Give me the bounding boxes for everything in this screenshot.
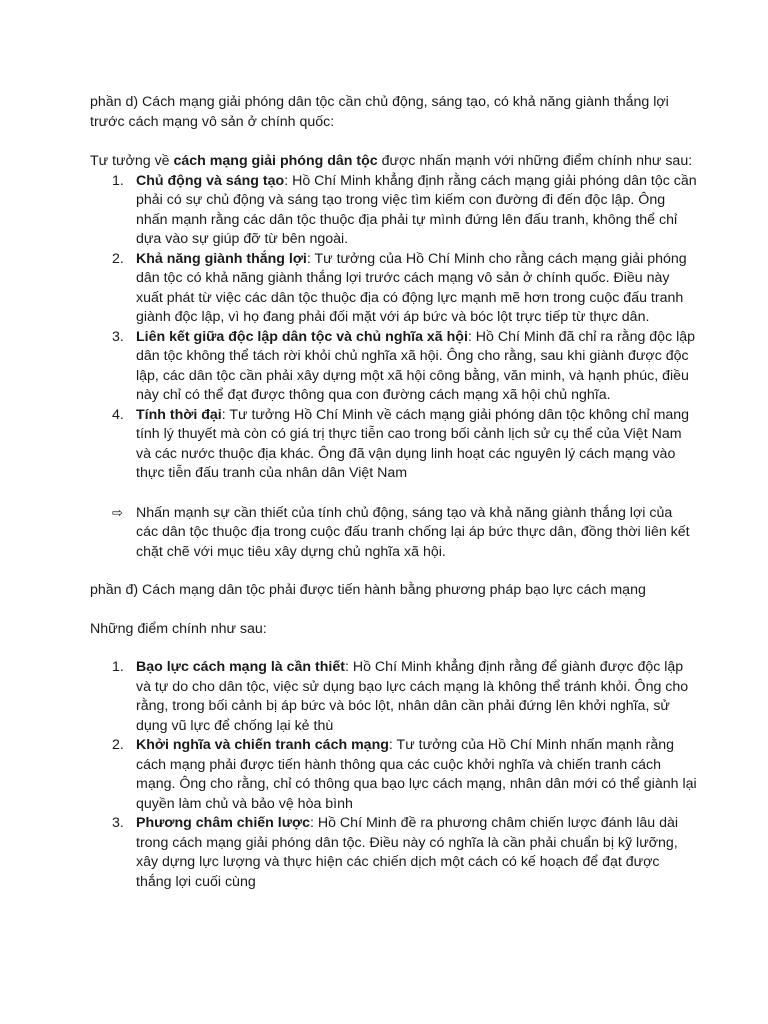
item-text: : Hồ Chí Minh khẳng định rằng để giành được độc lập và tự do cho dân tộc, việc sử dụng bạo lực cách mạng là không thể tránh khỏi. Ông cho rằng, trong bối cảnh bị áp bức và bóc lột, nhân dân cần phải đứng lên khởi nghĩa, sử dụng vũ lực để chống lại kẻ thù <box>136 659 689 734</box>
list-item <box>90 814 698 892</box>
intro-prefix: Tư tưởng về <box>90 153 174 169</box>
item-number: 2. <box>112 737 124 753</box>
item-number: 3. <box>112 815 124 831</box>
item-title: Phương châm chiến lược <box>136 815 310 831</box>
list-item <box>90 658 698 736</box>
section-d-list <box>90 172 698 484</box>
list-item <box>90 406 698 484</box>
section-dd-heading: phần đ) Cách mạng dân tộc phải được tiến hành bằng phương pháp bạo lực cách mạng <box>90 582 646 598</box>
conclusion-text: Nhấn mạnh sự cần thiết của tính chủ động, sáng tạo và khả năng giành thắng lợi của các dân tộc thuộc địa trong cuộc đấu tranh chống lại áp bức thực dân, đồng thời liên kết chặt chẽ với mục tiêu xây dựng chủ nghĩa xã hội. <box>136 504 690 560</box>
item-text: : Tư tưởng của Hồ Chí Minh nhấn mạnh rằng cách mạng phải được tiến hành thông qua các cuộc khởi nghĩa và chiến tranh cách mạng. Ông cho rằng, chỉ có thông qua bạo lực cách mạng, nhân dân mới có thể giành lại quyền làm chủ và bảo vệ hòa bình <box>136 737 697 812</box>
item-title: Tính thời đại <box>136 406 222 423</box>
section-d-intro <box>90 152 698 172</box>
list-item <box>90 250 698 328</box>
item-text: : Hồ Chí Minh đã chỉ ra rằng độc lập dân tộc không thể tách rời khỏi chủ nghĩa xã hội. Ông cho rằng, sau khi giành được độc lập, các dân tộc cần phải xây dựng một xã hội công bằng, văn minh, và hạnh phúc, điều này chỉ có thể đạt được thông qua con đường cách mạng xã hội chủ nghĩa. <box>136 328 696 403</box>
intro-bold: cách mạng giải phóng dân tộc <box>173 153 378 169</box>
item-number: 1. <box>112 172 124 189</box>
list-item <box>90 172 698 250</box>
item-number: 4. <box>112 406 124 423</box>
list-item <box>90 736 698 814</box>
section-dd-intro: Những điểm chính như sau: <box>90 620 267 637</box>
item-number: 2. <box>112 250 124 267</box>
intro-suffix: được nhấn mạnh với những điểm chính như sau: <box>377 153 693 169</box>
item-text: : Tư tưởng của Hồ Chí Minh cho rằng cách mạng giải phóng dân tộc có khả năng giành thắng lợi trước cách mạng vô sản ở chính quốc. Điều này xuất phát từ việc các dân tộc thuộc địa có động lực mạnh mẽ hơn trong cuộc đấu tranh giành độc lập, vì họ đang phải đối mặt với áp bức và bóc lột trực tiếp từ thực dân. <box>136 250 687 325</box>
item-title: Chủ động và sáng tạo <box>136 172 285 189</box>
item-title: Khả năng giành thắng lợi <box>136 250 307 267</box>
item-text: : Hồ Chí Minh đề ra phương châm chiến lược đánh lâu dài trong cách mạng giải phóng dân tộc. Điều này có nghĩa là cần phải chuẩn bị kỹ lưỡng, xây dựng lực lượng và thực hiện các chiến dịch một cách có kế hoạch để đạt được thắng lợi cuối cùng <box>136 815 679 890</box>
section-d-heading: phần d) Cách mạng giải phóng dân tộc cần chủ động, sáng tạo, có khả năng giành thắng lợi trước cách mạng vô sản ở chính quốc: <box>90 94 669 130</box>
list-item <box>90 328 698 406</box>
item-number: 3. <box>112 328 124 345</box>
item-text: : Hồ Chí Minh khẳng định rằng cách mạng giải phóng dân tộc cần phải có sự chủ động và sáng tạo trong việc tìm kiếm con đường đi đến độc lập. Ông nhấn mạnh rằng các dân tộc thuộc địa phải tự mình đứng lên đấu tranh, không thể chỉ dựa vào sự giúp đỡ từ bên ngoài. <box>136 172 697 247</box>
conclusion-block <box>90 504 698 563</box>
item-title: Bạo lực cách mạng là cần thiết <box>136 659 345 675</box>
item-title: Khởi nghĩa và chiến tranh cách mạng <box>136 737 389 753</box>
section-dd-list <box>90 658 698 892</box>
arrow-right-icon: ⇨ <box>112 505 123 521</box>
item-number: 1. <box>112 659 124 675</box>
item-text: : Tư tưởng Hồ Chí Minh về cách mạng giải phóng dân tộc không chỉ mang tính lý thuyết mà còn có giá trị thực tiễn cao trong bối cảnh lịch sử cụ thể của Việt Nam và các nước thuộc địa khác. Ông đã vận dụng linh hoạt các nguyên lý cách mạng vào thực tiễn đấu tranh của nhân dân Việt Nam <box>136 406 690 481</box>
item-title: Liên kết giữa độc lập dân tộc và chủ nghĩa xã hội <box>136 328 468 345</box>
